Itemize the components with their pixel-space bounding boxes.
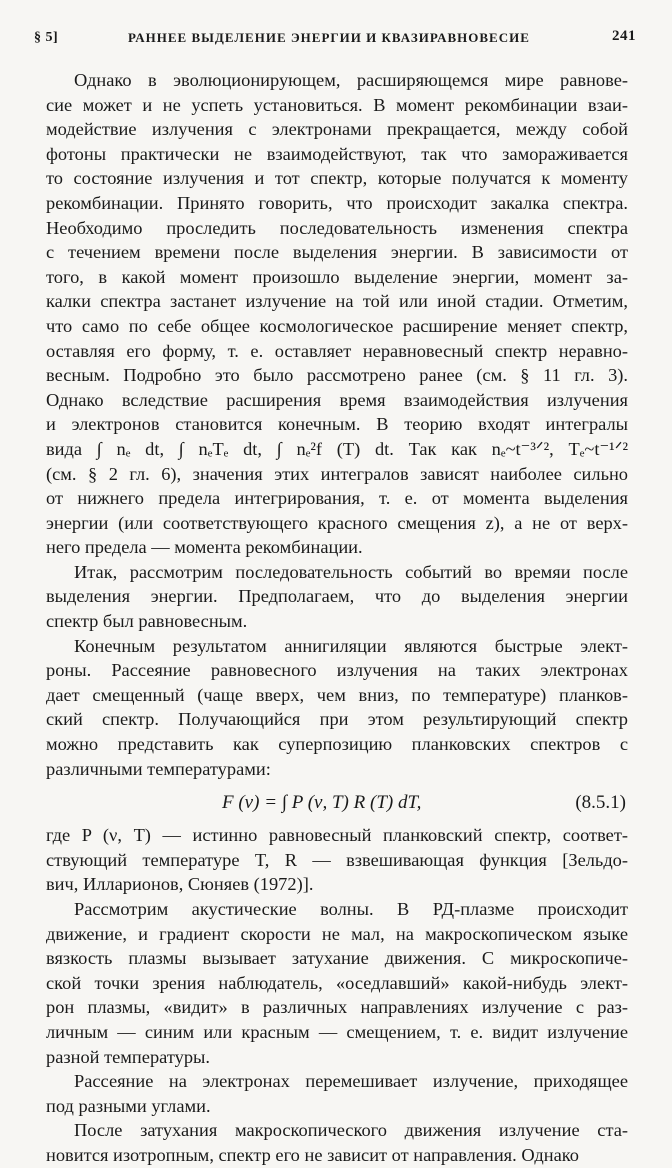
text-line: Итак, рассмотрим последовательность событий во времяи после [74,561,628,582]
text-line: ствующий температуре T, R — взвешивающая функция [Зельдо- [46,849,628,870]
equation-formula: F (ν) = ∫ P (ν, T) R (T) dT, [222,792,422,814]
paragraph [46,897,628,1069]
text-line: движение, и градиент скорости не мал, на макроскопическом языке [46,923,628,944]
main-text [46,68,628,1168]
section-marker: § 5] [34,30,59,45]
text-line: Однако вследствие расширения время взаимодействия излучения [46,389,628,410]
text-line: что само по себе общее космологическое расширение меняет спектр, [46,315,628,336]
paragraph [46,560,628,634]
text-line: Рассеяние на электронах перемешивает излучение, приходящее [74,1071,628,1092]
text-line: энергии (или соответствующего красного смещения z), а не от верх- [46,512,628,533]
text-line: фотоны практически не взаимодействуют, так что замораживается [46,143,628,164]
text-line: сие может и не успеть установиться. В момент рекомбинации взаи- [46,94,628,115]
text-line: выделения энергии. Предполагаем, что до выделения энергии [46,586,628,607]
paragraphs-before-equation [46,68,628,781]
text-line: весным. Подробно это было рассмотрено ранее (см. § 11 гл. 3). [46,365,628,386]
text-line: (см. § 2 гл. 6), значения этих интегралов зависят наиболее сильно [46,463,628,484]
text-line: новится изотропным, спектр его не зависит от направления. Однако [46,1144,579,1165]
running-header [34,26,636,48]
text-line: разной температуры. [46,1046,210,1067]
paragraph [46,1069,628,1118]
text-line: ской точки зрения наблюдатель, «оседлавший» какой-нибудь элект- [46,972,628,993]
text-line: рекомбинации. Принято говорить, что происходит закалка спектра. [46,192,628,213]
text-line: Конечным результатом аннигиляции являются быстрые элект- [74,635,628,656]
text-line: Однако в эволюционирующем, расширяющемся мире равнове- [74,70,628,90]
paragraph [46,823,628,897]
text-line: После затухания макроскопического движения излучение ста- [74,1120,628,1141]
text-line: различными температурами: [46,758,271,779]
text-line: вида ∫ nₑ dt, ∫ nₑTₑ dt, ∫ nₑ²f (T) dt. Так как nₑ~t⁻³ᐟ², Tₑ~t⁻¹ᐟ² [46,438,628,459]
text-line: и электронов становится конечным. В теорию входят интегралы [46,414,628,435]
text-line: то состояние излучения и тот спектр, которые получатся к моменту [46,168,628,189]
text-line: Рассмотрим акустические волны. В РД-плазме происходит [74,899,628,919]
text-line: него предела — момента рекомбинации. [46,537,363,558]
text-line: модействие излучения с электронами прекращается, между собой [46,119,628,140]
paragraphs-after-equation [46,823,628,1167]
text-line: вич, Илларионов, Сюняев (1972)]. [46,874,314,895]
text-line: вязкость плазмы вызывает затухание движения. С микроскопиче- [46,948,628,969]
page-number: 241 [612,28,636,44]
text-line: дает смещенный (чаще вверх, чем вниз, по температуре) планков- [46,684,628,705]
text-line: с течением времени после выделения энергии. В зависимости от [46,242,628,263]
text-line: калки спектра застанет излучение на той или иной стадии. Отметим, [46,291,628,312]
paragraph [46,634,628,782]
paragraph [46,68,628,560]
text-line: того, в какой момент произошло выделение энергии, момент за- [46,266,628,287]
text-line: под разными углами. [46,1095,211,1116]
text-line: можно представить как суперпозицию планковских спектров с [46,734,628,755]
text-line: личным — синим или красным — смещением, т. е. видит излучение [46,1021,628,1042]
text-line: где P (ν, T) — истинно равновесный планковский спектр, соответ- [46,825,628,846]
equation-number: (8.5.1) [575,792,626,814]
text-line: Необходимо проследить последовательность изменения спектра [46,217,628,238]
text-line: спектр был равновесным. [46,611,248,632]
text-line: оставляя его форму, т. е. оставляет неравновесный спектр неравно- [46,340,628,361]
running-title: РАННЕЕ ВЫДЕЛЕНИЕ ЭНЕРГИИ И КВАЗИРАВНОВЕСИЕ [128,30,530,45]
text-line: ский спектр. Получающийся при этом результирующий спектр [46,709,628,730]
text-line: роны. Рассеяние равновесного излучения на таких электронах [46,660,628,681]
text-line: от нижнего предела интегрирования, т. е. от момента выделения [46,488,628,509]
text-line: рон плазмы, «видит» в различных направлениях излучение с раз- [46,997,628,1018]
equation-block [46,785,628,823]
paragraph [46,1118,628,1167]
